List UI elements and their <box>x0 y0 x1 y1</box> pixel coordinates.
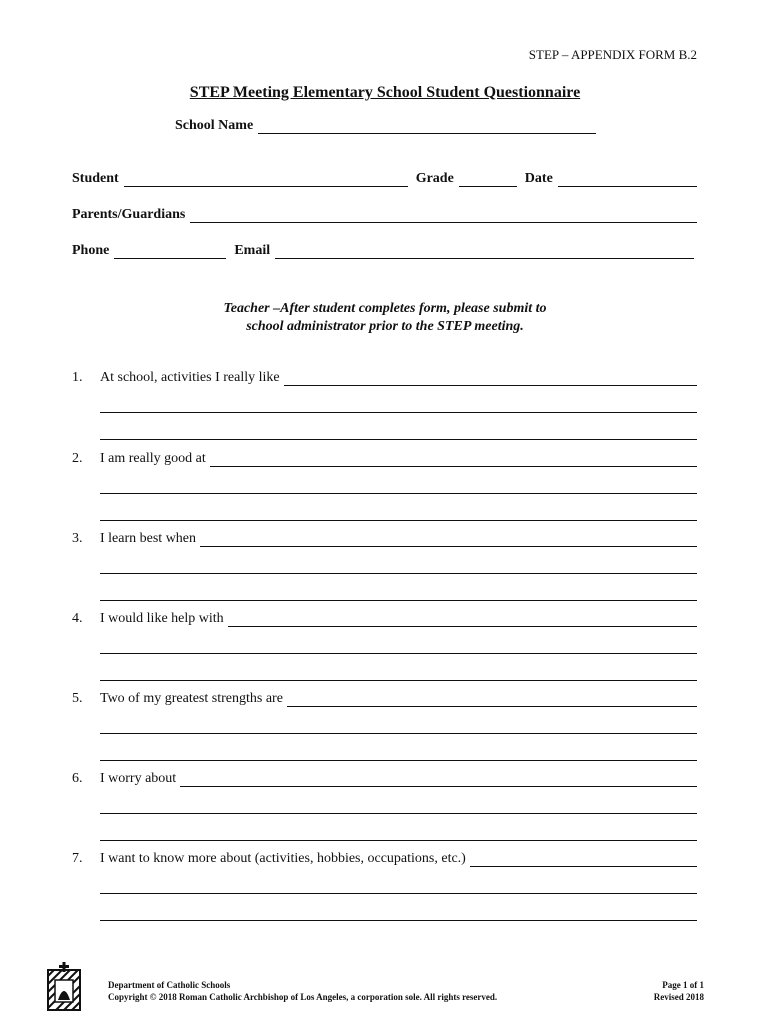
instruction-line-2: school administrator prior to the STEP meeting. <box>246 319 524 334</box>
parents-field[interactable] <box>190 208 697 223</box>
question-number: 6. <box>72 771 83 786</box>
answer-line[interactable] <box>100 867 697 894</box>
question-7 <box>72 849 697 921</box>
answer-line[interactable] <box>228 613 697 627</box>
question-number: 1. <box>72 370 83 385</box>
answer-line[interactable] <box>100 547 697 574</box>
question-1 <box>72 368 697 440</box>
answer-line[interactable] <box>100 413 697 440</box>
parents-label: Parents/Guardians <box>72 207 186 222</box>
question-text: I learn best when <box>100 531 197 546</box>
answer-line[interactable] <box>100 627 697 654</box>
question-text: I would like help with <box>100 611 224 626</box>
question-text: Two of my greatest strengths are <box>100 691 283 706</box>
copyright-text: Copyright © 2018 Roman Catholic Archbishop of Los Angeles, a corporation sole. All rights reserved. <box>108 992 498 1002</box>
question-text: I am really good at <box>100 451 206 466</box>
revision-date: Revised 2018 <box>653 992 704 1002</box>
department-name: Department of Catholic Schools <box>108 980 231 990</box>
footer-right <box>654 979 704 1003</box>
phone-label: Phone <box>72 243 110 258</box>
question-text: I worry about <box>100 771 177 786</box>
answer-line[interactable] <box>210 453 697 467</box>
form-id: STEP – APPENDIX FORM B.2 <box>528 47 697 62</box>
teacher-instruction <box>0 300 770 336</box>
question-6 <box>72 769 697 841</box>
answer-line[interactable] <box>200 533 697 547</box>
question-number: 3. <box>72 531 83 546</box>
answer-line[interactable] <box>100 494 697 521</box>
date-field[interactable] <box>558 172 697 187</box>
question-text: I want to know more about (activities, hobbies, occupations, etc.) <box>100 851 466 866</box>
instruction-line-1: Teacher –After student completes form, please submit to <box>223 301 547 316</box>
answer-line[interactable] <box>180 773 697 787</box>
grade-label: Grade <box>415 171 454 186</box>
question-4 <box>72 609 697 681</box>
answer-line[interactable] <box>100 894 697 921</box>
page-number: Page 1 of 1 <box>662 980 704 990</box>
school-name-row <box>175 118 596 134</box>
answer-line[interactable] <box>100 787 697 814</box>
phone-field[interactable] <box>114 244 226 259</box>
archdiocese-logo-icon <box>44 962 84 1012</box>
answer-line[interactable] <box>470 853 697 867</box>
grade-field[interactable] <box>459 172 517 187</box>
question-number: 2. <box>72 451 83 466</box>
question-5 <box>72 689 697 761</box>
contact-row <box>72 243 694 259</box>
answer-line[interactable] <box>287 693 697 707</box>
answer-line[interactable] <box>100 734 697 761</box>
answer-line[interactable] <box>100 707 697 734</box>
question-text: At school, activities I really like <box>100 370 280 385</box>
footer-left <box>108 979 497 1003</box>
answer-line[interactable] <box>100 654 697 681</box>
answer-line[interactable] <box>100 467 697 494</box>
question-2 <box>72 449 697 521</box>
school-name-field[interactable] <box>258 119 596 134</box>
student-label: Student <box>72 171 119 186</box>
answer-line[interactable] <box>284 372 697 386</box>
email-field[interactable] <box>275 244 694 259</box>
question-number: 4. <box>72 611 83 626</box>
student-field[interactable] <box>124 172 408 187</box>
page-title: STEP Meeting Elementary School Student Questionnaire <box>189 84 581 101</box>
question-3 <box>72 529 697 601</box>
question-number: 7. <box>72 851 83 866</box>
question-number: 5. <box>72 691 83 706</box>
student-row <box>72 171 697 187</box>
answer-line[interactable] <box>100 814 697 841</box>
answer-line[interactable] <box>100 386 697 413</box>
email-label: Email <box>234 243 271 258</box>
date-label: Date <box>524 171 553 186</box>
answer-line[interactable] <box>100 574 697 601</box>
school-name-label: School Name <box>175 118 254 133</box>
parents-row <box>72 207 697 223</box>
